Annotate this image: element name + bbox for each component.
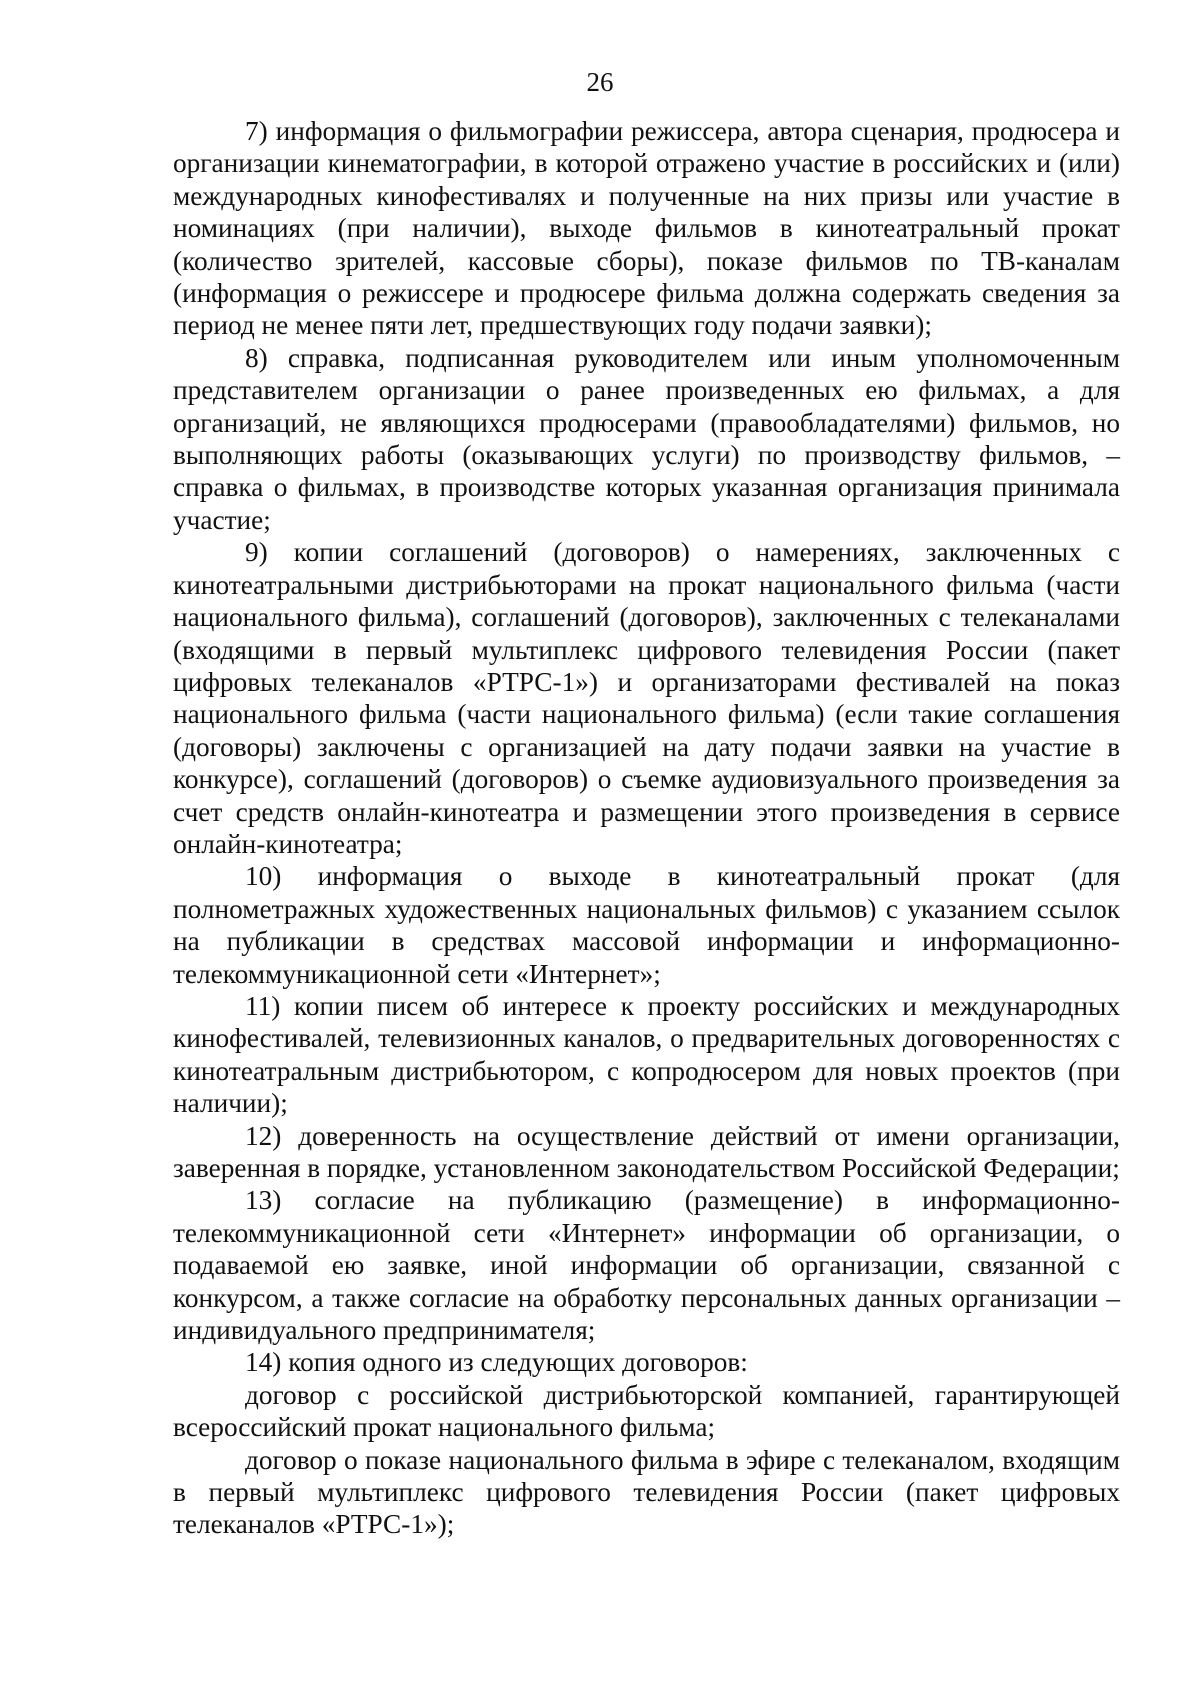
- paragraph-item-10: 10) информация о выходе в кинотеатральный прокат (для полнометражных художественных национальных фильмов) с указанием ссылок на публикации в средствах массовой информации и информационно-телекоммуникационной сети «Интернет»;: [173, 861, 1120, 989]
- paragraph-item-13: 13) согласие на публикацию (размещение) в информационно-телекоммуникационной сети «Интернет» информации об организации, о подаваемой ею заявке, иной информации об организации, связанной с конкурсом, а также согласие на обработку персональных данных организации – индивидуального предпринимателя;: [173, 1185, 1120, 1346]
- paragraph-contract-distributor: договор с российской дистрибьюторской компанией, гарантирующей всероссийский прокат национального фильма;: [173, 1379, 1120, 1443]
- paragraph-item-8: 8) справка, подписанная руководителем или иным уполномоченным представителем организации о ранее произведенных ею фильмах, а для организаций, не являющихся продюсерами (правообладателями) фильмов, но выполняющих работы (оказывающих услуги) по производству фильмов, – справка о фильмах, в производстве которых указанная организация принимала участие;: [173, 342, 1120, 535]
- paragraph-item-7: 7) информация о фильмографии режиссера, автора сценария, продюсера и организации кинематографии, в которой отражено участие в российских и (или) международных кинофестивалях и полученные на них призы или участие в номинациях (при наличии), выходе фильмов в кинотеатральный прокат (количество зрителей, кассовые сборы), показе фильмов по ТВ-каналам (информация о режиссере и продюсере фильма должна содержать сведения за период не менее пяти лет, предшествующих году подачи заявки);: [173, 116, 1120, 341]
- paragraph-item-12: 12) доверенность на осуществление действий от имени организации, заверенная в порядке, установленном законодательством Российской Федерации;: [173, 1120, 1120, 1183]
- paragraph-item-14: 14) копия одного из следующих договоров:: [245, 1347, 748, 1378]
- page-number: 26: [586, 67, 614, 97]
- document-body: [173, 115, 1120, 1541]
- paragraph-item-11: 11) копии писем об интересе к проекту российских и международных кинофестивалей, телевизионных каналов, о предварительных договоренностях с кинотеатральным дистрибьютором, с копродюсером для новых проектов (при наличии);: [173, 990, 1120, 1119]
- paragraph-contract-tv-channel: договор о показе национального фильма в эфире с телеканалом, входящим в первый мультиплекс цифрового телевидения России (пакет цифровых телеканалов «РТРС-1»);: [173, 1444, 1120, 1540]
- paragraph-item-9: 9) копии соглашений (договоров) о намерениях, заключенных с кинотеатральными дистрибьюторами на прокат национального фильма (части национального фильма), соглашений (договоров), заключенных с телеканалами (входящими в первый мультиплекс цифрового телевидения России (пакет цифровых телеканалов «РТРС-1») и организаторами фестивалей на показ национального фильма (части национального фильма) (если такие соглашения (договоры) заключены с организацией на дату подачи заявки на участие в конкурсе), соглашений (договоров) о съемке аудиовизуального произведения за счет средств онлайн-кинотеатра и размещении этого произведения в сервисе онлайн-кинотеатра;: [173, 537, 1120, 859]
